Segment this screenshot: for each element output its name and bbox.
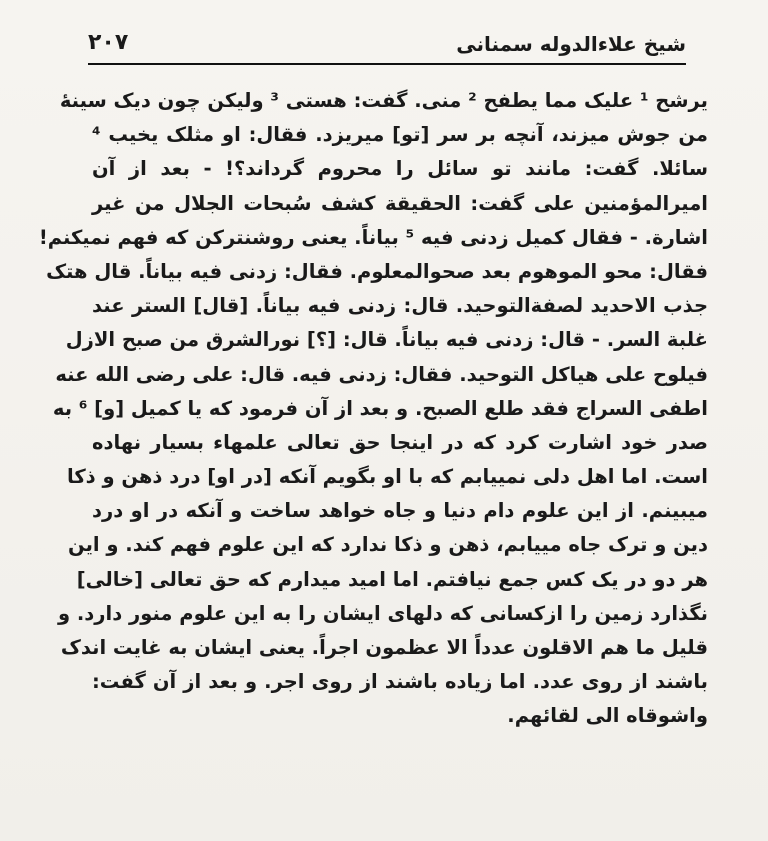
- text-line: میبینم. از این علوم دام دنیا و جاه خواهد ساخت و آنکه در او درد: [92, 499, 708, 523]
- text-line: باشند از روی عدد. اما زیاده باشند از روی اجر. و بعد از آن گفت:: [92, 670, 708, 694]
- running-title: شیخ علاءالدوله سمنانی: [456, 32, 686, 56]
- page-number: ۲۰۷: [88, 30, 129, 55]
- text-line: من جوش میزند، آنچه بر سر [تو] میریزد. فقال: او مثلک یخیب ⁴: [92, 123, 708, 147]
- text-line-last: واشوقاه الی لقائهم.: [507, 704, 708, 728]
- text-line: قلیل ما هم الاقلون عدداً الا عظمون اجراً. یعنی ایشان به غایت اندک: [60, 636, 708, 659]
- text-line: امیرالمؤمنین علی گفت: الحقیقة کشف سُبحات الجلال من غیر: [92, 191, 708, 215]
- text-line: فیلوح علی هیاکل التوحید. فقال: زدنی فیه. قال: علی رضی الله عنه: [55, 362, 708, 386]
- text-line: غلبة السر. - قال: زدنی فیه بیاناً. قال: [؟] نورالشرق من صبح الازل: [65, 328, 708, 352]
- text-line: هر دو در یک کس جمع نیافتم. اما امید میدارم که حق تعالی [خالی]: [76, 567, 708, 591]
- text-line: است. اما اهل دلی نمییابم که با او بگویم آنکه [در او] درد ذهن و ذکا: [67, 465, 708, 489]
- body-text: [38, 84, 708, 734]
- text-line: نگذارد زمین را ازکسانی که دلهای ایشان را به این علوم منور دارد. و: [57, 601, 708, 625]
- text-line: یرشح ¹ علیک مما یطفح ² منی. گفت: هستی ³ ولیکن چون دیک سینهٔ: [59, 89, 708, 112]
- text-line: سائلا. گفت: مانند تو سائل را محروم گرداند؟! - بعد از آن: [92, 157, 708, 181]
- text-line: دین و ترک جاه مییابم، ذهن و ذکا ندارد که این علوم فهم کند. و این: [68, 533, 708, 557]
- text-line: فقال: محو الموهوم بعد صحوالمعلوم. فقال: زدنی فیه بیاناً. قال هتک: [46, 259, 708, 283]
- header-rule: [88, 63, 686, 65]
- page-header: [88, 26, 686, 64]
- show-through-bleed: [80, 800, 708, 840]
- text-line: اطفی السراج فقد طلع الصبح. و بعد از آن فرمود که یا کمیل [و] ⁶ به: [52, 396, 708, 420]
- text-line: صدر خود اشارت کرد که در اینجا حق تعالی علمهاء بسیار نهاده: [92, 430, 708, 454]
- text-line: جذب الاحدید لصفةالتوحید. قال: زدنی فیه بیاناً. [قال] الستر عند: [92, 294, 708, 318]
- text-line: اشارة. - فقال کمیل زدنی فیه ⁵ بیاناً. یعنی روشنترکن که فهم نمیکنم!: [38, 225, 708, 249]
